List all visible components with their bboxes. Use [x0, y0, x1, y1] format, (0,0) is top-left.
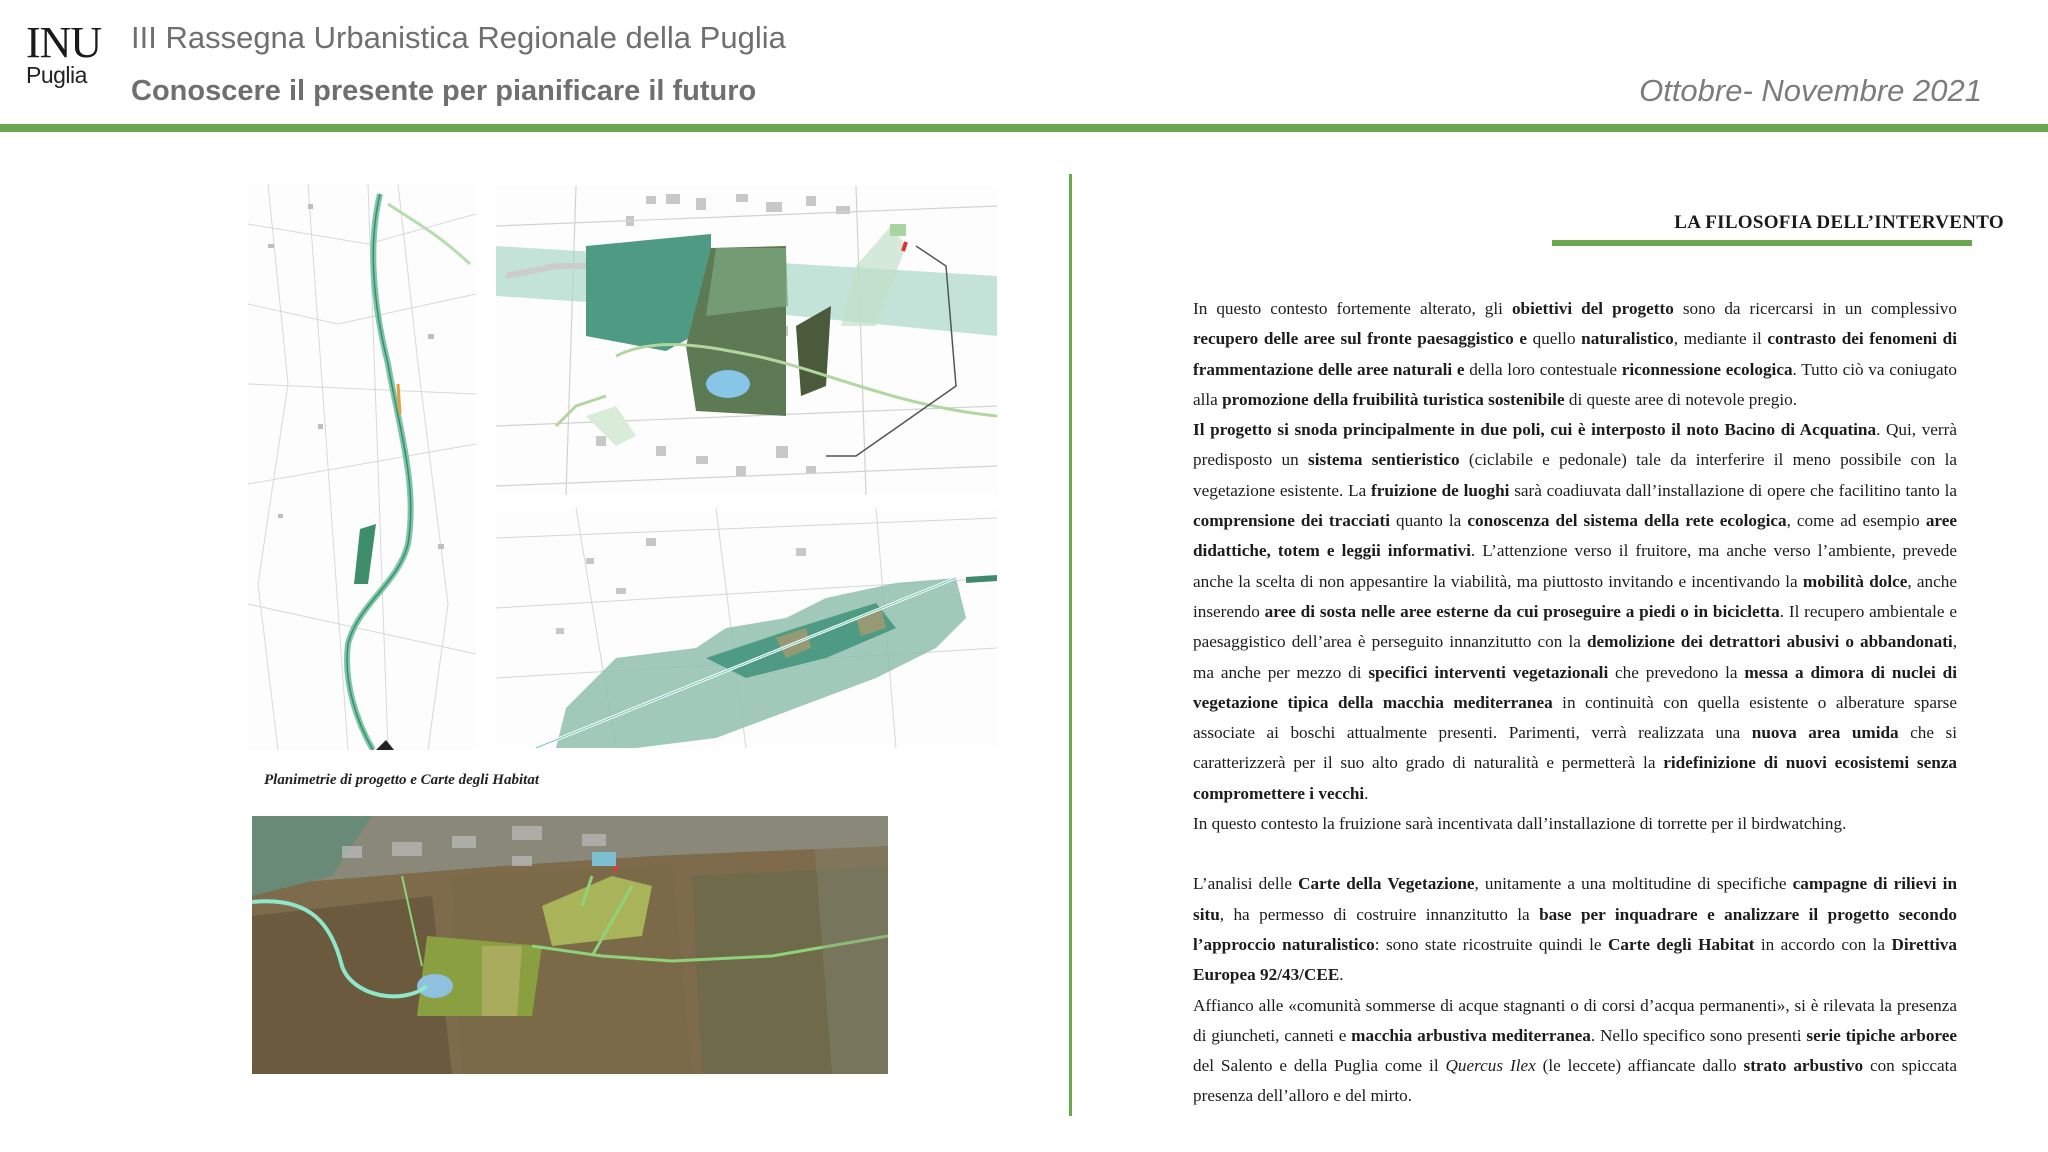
bold-text: promozione della fruibilità turistica sostenibile	[1222, 389, 1565, 409]
text-segment: della loro contestuale	[1464, 359, 1622, 379]
bold-text: comprensione dei tracciati	[1193, 511, 1390, 531]
bold-text: messa a dimora di nuclei di vegetazione tipica della macchia mediterranea	[1193, 662, 1957, 712]
text-segment: , come ad esempio	[1786, 511, 1926, 531]
project-plan-map-long-route	[248, 184, 476, 750]
logo-sub-text: Puglia	[26, 62, 87, 88]
text-segment: In questo contesto la fruizione sarà incentivata dall’installazione di torrette per il birdwatching.	[1193, 814, 1847, 834]
text-segment: Affianco alle «comunità sommerse di acque stagnanti o di corsi d’acqua permanenti», si è rilevata la presenza di giuncheti, canneti e	[1193, 995, 1957, 1045]
logo-main-text: INU	[26, 18, 102, 67]
italic-text: Quercus Ilex	[1445, 1056, 1536, 1076]
bold-text: obiettivi del progetto	[1511, 299, 1674, 318]
section-title-underline	[1552, 240, 1972, 246]
text-segment: . Qui, verrà predisposto un	[1193, 420, 1957, 470]
bold-text: aree di sosta nelle aree esterne da cui proseguire a piedi o in bicicletta	[1264, 601, 1780, 621]
bold-text: serie tipiche arboree	[1806, 1025, 1957, 1045]
text-segment: del Salento e della Puglia come il	[1193, 1056, 1446, 1076]
text-segment: , anche inserendo	[1193, 571, 1957, 621]
bold-text: strato arbustivo	[1743, 1056, 1864, 1076]
column-divider	[1069, 174, 1072, 1116]
text-segment: . Il recupero ambientale e paesaggistico dell’area è perseguito innanzitutto con la	[1193, 601, 1957, 652]
bold-text: conoscenza del sistema della rete ecologica	[1467, 511, 1787, 531]
text-segment: L’analisi delle	[1193, 874, 1299, 894]
bold-text: base per inquadrare e analizzare il progetto secondo l’approccio naturalistico	[1193, 904, 1957, 954]
paragraph-vegetation	[1193, 991, 1957, 1112]
text-segment: che prevedono la	[1608, 662, 1745, 682]
text-segment: di queste aree di notevole pregio.	[1564, 389, 1798, 409]
section-title: LA FILOSOFIA DELL’INTERVENTO	[1674, 212, 2004, 233]
bold-text: Carte degli Habitat	[1607, 934, 1755, 954]
inu-puglia-logo	[26, 20, 116, 90]
bold-text: campagne di rilievi in situ	[1193, 874, 1958, 924]
text-segment: : sono state ricostruite quindi le	[1374, 934, 1608, 954]
text-segment: che si caratterizzerà per il suo alto grado di naturalità e permetterà la	[1193, 723, 1957, 773]
text-segment: , unitamente a una moltitudine di specifiche	[1474, 874, 1793, 894]
text-segment: (ciclabile e pedonale) tale da interferire il meno possibile con la vegetazione esistente. La	[1193, 450, 1958, 500]
bold-text: sistema sentieristico	[1308, 450, 1460, 470]
text-segment: , mediante il	[1673, 329, 1768, 349]
text-segment: In questo contesto fortemente alterato, gli	[1193, 299, 1512, 318]
maps-caption: Planimetrie di progetto e Carte degli Habitat	[264, 772, 539, 788]
header-divider	[0, 124, 2048, 132]
bold-text: contrasto dei fenomeni di frammentazione delle aree naturali e	[1193, 329, 1957, 379]
text-segment: . Tutto ciò va coniugato alla	[1193, 359, 1957, 409]
text-segment: in accordo con la	[1754, 934, 1892, 954]
bold-text: mobilità dolce	[1802, 571, 1908, 591]
text-segment: (le leccete) affiancate dallo	[1535, 1056, 1744, 1076]
text-segment: . Nello specifico sono presenti	[1590, 1025, 1807, 1045]
bold-text: aree didattiche, totem e leggii informativi	[1193, 511, 1957, 561]
bold-text: riconnessione ecologica	[1621, 359, 1793, 379]
text-segment: , ha permesso di costruire innanzitutto la	[1219, 904, 1540, 924]
text-segment: con spiccata presenza dell’alloro e del mirto.	[1193, 1056, 1957, 1106]
paragraph-objectives	[1193, 294, 1957, 415]
bold-text: Il progetto si snoda principalmente in due poli, cui è interposto il noto Bacino di Acquatina	[1193, 420, 1877, 440]
bold-text: recupero delle aree sul fronte paesaggistico e	[1193, 329, 1527, 349]
text-segment: , ma anche per mezzo di	[1193, 632, 1957, 682]
page-title: III Rassegna Urbanistica Regionale della Puglia	[131, 20, 786, 55]
bold-text: fruizione de luoghi	[1370, 480, 1510, 500]
text-segment: sono da ricercarsi in un complessivo	[1673, 299, 1957, 318]
bold-text: Direttiva Europea 92/43/CEE	[1193, 934, 1957, 985]
paragraph-birdwatching	[1193, 809, 1957, 839]
header	[0, 0, 2048, 126]
project-plan-map-acquatina	[496, 186, 997, 495]
text-segment: quello	[1526, 329, 1582, 349]
text-segment: in continuità con quella esistente o alberature sparse associate ai boschi attualmente presenti. Parimenti, verrà realizzata una	[1193, 692, 1957, 743]
bold-text: macchia arbustiva mediterranea	[1351, 1025, 1591, 1045]
paragraph-analysis	[1193, 869, 1957, 990]
bold-text: nuova area umida	[1751, 723, 1899, 743]
body-text	[1193, 294, 1957, 1112]
bold-text: demolizione dei detrattori abusivi o abbandonati	[1586, 632, 1953, 652]
habitat-map	[496, 508, 997, 748]
text-segment: sarà coadiuvata dall’installazione di opere che facilitino tanto la	[1509, 480, 1957, 500]
bold-text: specifici interventi vegetazionali	[1368, 662, 1609, 682]
bold-text: Carte della Vegetazione	[1298, 874, 1475, 894]
text-segment: . L’attenzione verso il fruitore, ma anche verso l’ambiente, prevede anche la scelta di non appesantire la viabilità, ma piuttosto invitando e incentivando la	[1193, 541, 1957, 591]
satellite-aerial-map	[252, 816, 888, 1074]
text-segment: .	[1364, 783, 1369, 803]
text-segment: .	[1339, 965, 1344, 985]
text-segment: quanto la	[1390, 511, 1468, 531]
event-date: Ottobre- Novembre 2021	[1639, 73, 1982, 108]
paragraph-project	[1193, 415, 1957, 809]
bold-text: naturalistico	[1581, 329, 1674, 349]
bold-text: ridefinizione di nuovi ecosistemi senza compromettere i vecchi	[1193, 753, 1957, 803]
page-subtitle: Conoscere il presente per pianificare il futuro	[131, 75, 757, 107]
